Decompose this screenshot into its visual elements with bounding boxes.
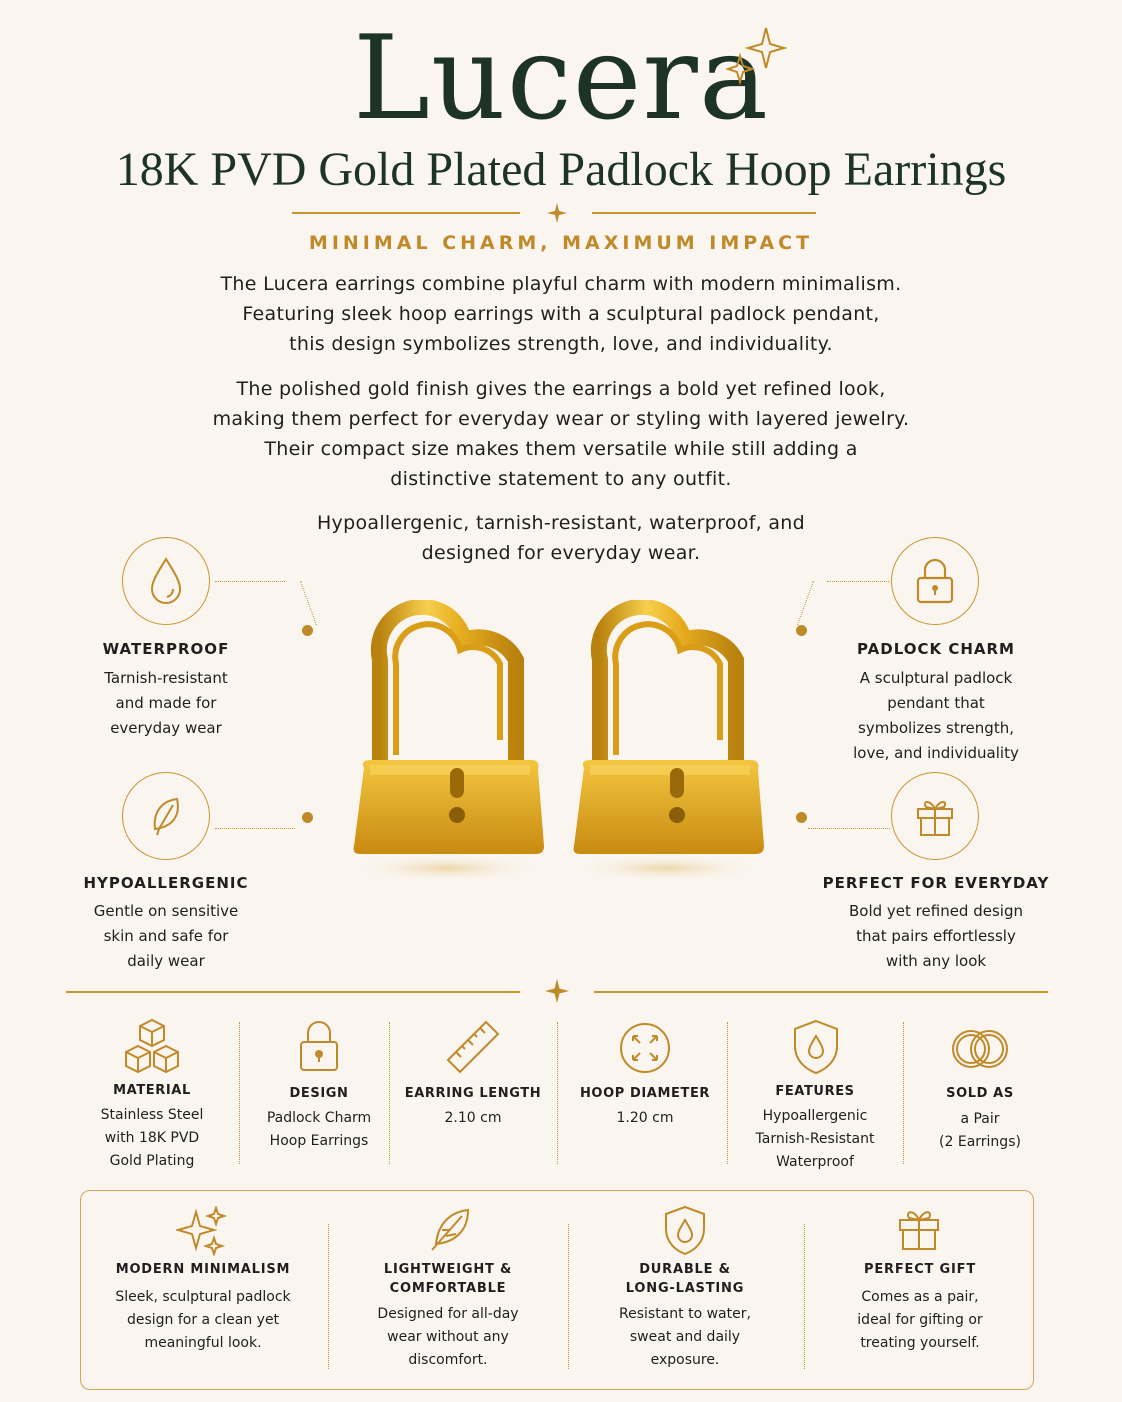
feature-title: PERFECT FOR EVERYDAY <box>822 874 1050 892</box>
section-divider-left <box>66 991 520 993</box>
connector-line <box>215 581 285 582</box>
benefit-title: MODERN MINIMALISM <box>115 1262 291 1277</box>
spec-title: EARRING LENGTH <box>404 1086 542 1101</box>
brand-name: Lucera <box>353 11 769 146</box>
connector-dot <box>796 812 807 823</box>
spec-divider <box>389 1022 390 1164</box>
tagline: MINIMAL CHARM, MAXIMUM IMPACT <box>308 232 814 254</box>
finish-paragraph: The polished gold finish gives the earrings a bold yet refined look, making them perfect for everyday wear or styling with layered jewelry. Their compact size makes them versatile while still adding a distinctive statement to any outfit. <box>212 378 910 490</box>
benefit-desc: Resistant to water, sweat and daily exposure. <box>619 1306 751 1368</box>
sparkle-icon <box>726 26 788 88</box>
feather-icon <box>426 1206 474 1254</box>
feature-title: WATERPROOF <box>102 640 230 658</box>
rings-icon <box>950 1024 1010 1074</box>
benefit-divider <box>568 1224 569 1369</box>
benefit-desc: Comes as a pair, ideal for gifting or treating yourself. <box>857 1289 983 1351</box>
spec-desc: 2.10 cm <box>444 1110 502 1126</box>
divider-star-icon <box>547 203 567 223</box>
spec-desc: Stainless Steel with 18K PVD Gold Plating <box>100 1107 204 1169</box>
connector-dot <box>302 812 313 823</box>
earring-right-image <box>560 600 775 885</box>
benefit-title: PERFECT GIFT <box>864 1262 976 1277</box>
spec-desc: 1.20 cm <box>616 1110 674 1126</box>
spec-title: MATERIAL <box>113 1083 191 1098</box>
connector-line <box>797 581 838 625</box>
divider-left <box>292 212 520 214</box>
connector-dot <box>796 625 807 636</box>
benefit-divider <box>804 1224 805 1369</box>
feature-desc: Gentle on sensitive skin and safe for daily wear <box>93 902 239 970</box>
connector-line <box>808 828 890 829</box>
spec-title: FEATURES <box>775 1084 855 1099</box>
benefit-divider <box>328 1224 329 1369</box>
divider-star-icon <box>545 979 569 1003</box>
gift-icon <box>891 772 979 860</box>
spec-divider <box>239 1022 240 1164</box>
feature-title: PADLOCK CHARM <box>857 640 1015 658</box>
spec-title: SOLD AS <box>946 1086 1014 1101</box>
water-drop-icon <box>122 537 210 625</box>
benefit-title: DURABLE & LONG-LASTING <box>625 1262 745 1296</box>
padlock-icon <box>891 537 979 625</box>
product-title: 18K PVD Gold Plated Padlock Hoop Earrings <box>115 143 1007 196</box>
padlock-icon <box>297 1018 341 1074</box>
spec-divider <box>727 1022 728 1164</box>
connector-dot <box>302 625 313 636</box>
feature-desc: Bold yet refined design that pairs effortlessly with any look <box>849 902 1023 970</box>
benefit-title: LIGHTWEIGHT & COMFORTABLE <box>383 1262 513 1296</box>
benefit-desc: Sleek, sculptural padlock design for a clean yet meaningful look. <box>115 1289 291 1351</box>
shield-drop-icon <box>791 1018 841 1076</box>
feature-title: HYPOALLERGENIC <box>83 874 249 892</box>
feature-desc: Tarnish-resistant and made for everyday wear <box>104 669 228 737</box>
connector-line <box>276 581 317 625</box>
expand-arrows-icon <box>619 1022 671 1074</box>
feature-desc: A sculptural padlock pendant that symbolizes strength, love, and individuality <box>853 669 1019 762</box>
earring-left-image <box>340 600 555 885</box>
spec-title: DESIGN <box>289 1086 349 1101</box>
ruler-icon <box>444 1018 502 1076</box>
divider-right <box>592 212 816 214</box>
spec-desc: a Pair (2 Earrings) <box>939 1111 1021 1150</box>
spec-divider <box>903 1022 904 1164</box>
gift-icon <box>896 1206 942 1252</box>
benefit-desc: Designed for all-day wear without any discomfort. <box>377 1306 519 1368</box>
leaf-icon <box>122 772 210 860</box>
shield-drop-icon <box>662 1204 708 1256</box>
spec-divider <box>557 1022 558 1164</box>
care-paragraph: Hypoallergenic, tarnish-resistant, waterproof, and designed for everyday wear. <box>316 512 806 564</box>
cubes-icon <box>122 1016 182 1076</box>
sparkles-icon <box>176 1206 228 1256</box>
spec-desc: Hypoallergenic Tarnish-Resistant Waterproof <box>755 1108 875 1170</box>
intro-paragraph: The Lucera earrings combine playful charm with modern minimalism. Featuring sleek hoop earrings with a sculptural padlock pendant, this design symbolizes strength, love, and individuality. <box>220 273 902 355</box>
spec-desc: Padlock Charm Hoop Earrings <box>266 1110 372 1149</box>
connector-line <box>215 828 295 829</box>
spec-title: HOOP DIAMETER <box>579 1086 711 1101</box>
section-divider-right <box>594 991 1048 993</box>
